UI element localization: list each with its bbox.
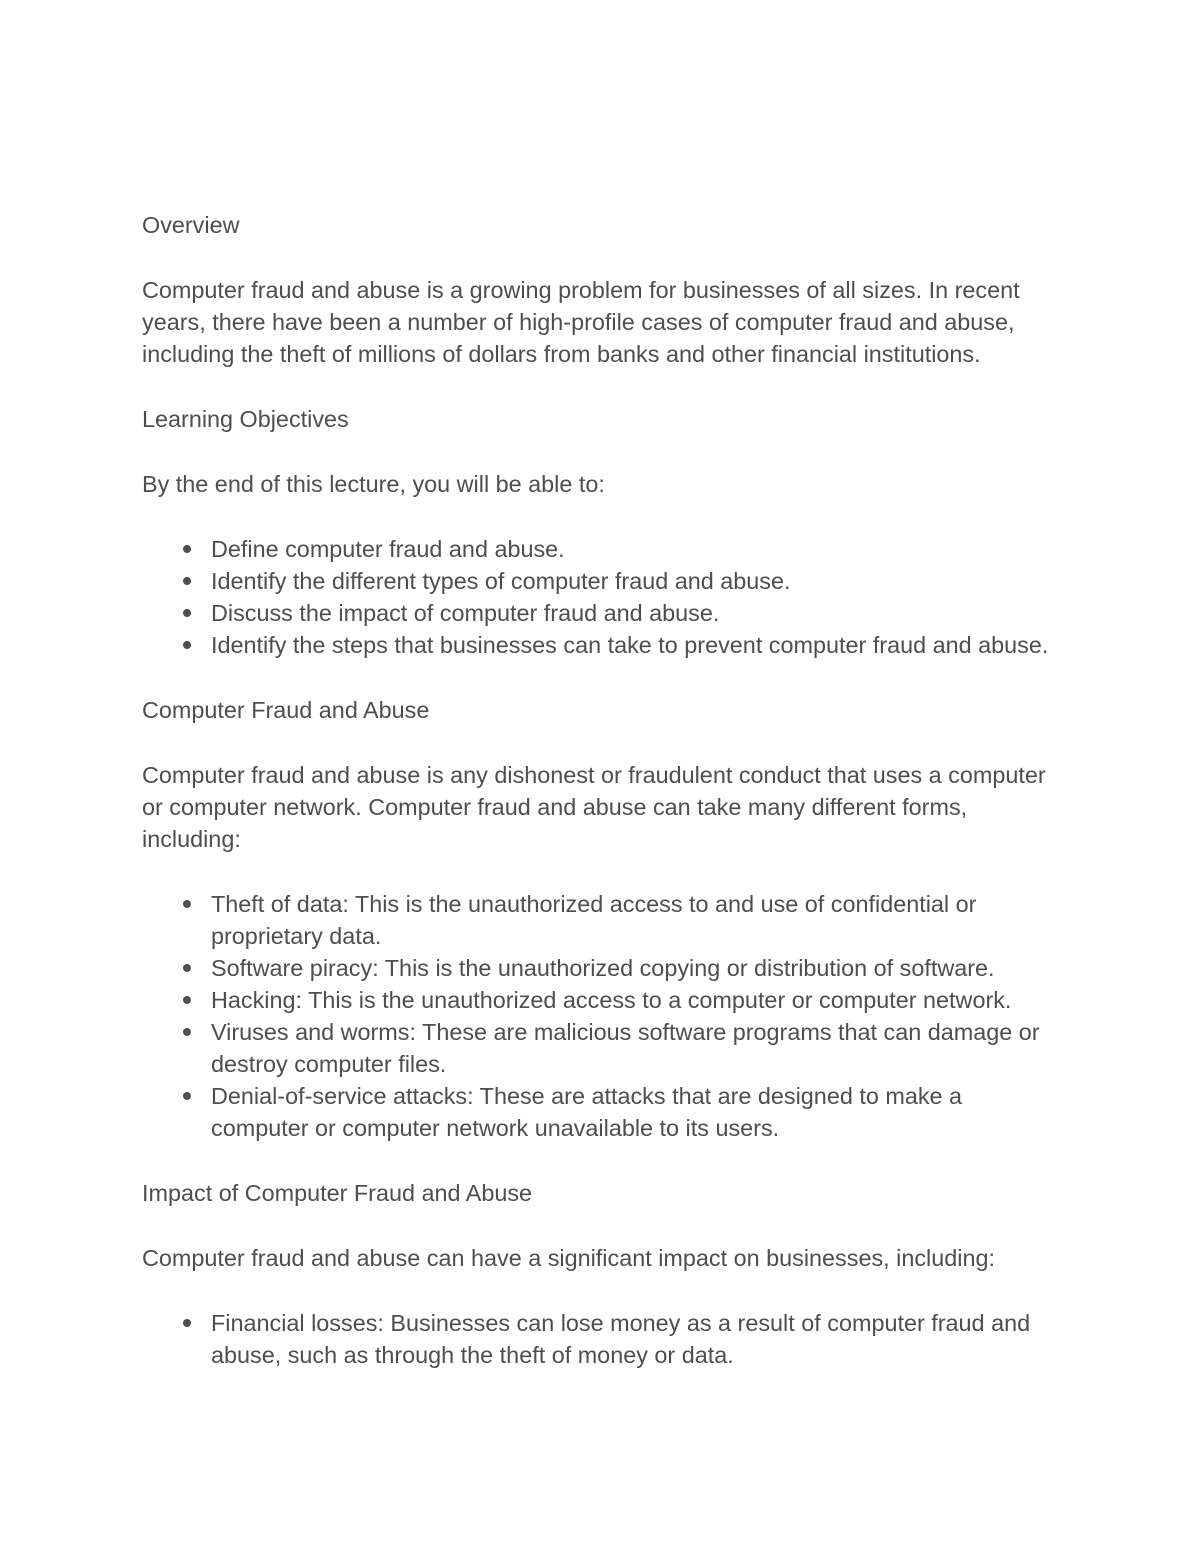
list-item: Identify the different types of computer fraud and abuse. [142,565,1120,597]
heading-learning-objectives: Learning Objectives [142,406,349,432]
list-item: Software piracy: This is the unauthorized copying or distribution of software. [142,952,1120,984]
list-item: Denial-of-service attacks: These are attacks that are designed to make a computer or computer network unavailable to its users. [142,1080,1120,1144]
list-item: Identify the steps that businesses can take to prevent computer fraud and abuse. [142,629,1120,661]
list-item: Financial losses: Businesses can lose money as a result of computer fraud and abuse, such as through the theft of money or data. [142,1307,1120,1371]
list-item: Discuss the impact of computer fraud and abuse. [142,597,1120,629]
list-item: Theft of data: This is the unauthorized access to and use of confidential or proprietary data. [142,888,1120,952]
heading-impact: Impact of Computer Fraud and Abuse [142,1180,533,1206]
impact-list [142,1307,1120,1371]
heading-computer-fraud-and-abuse: Computer Fraud and Abuse [142,697,430,723]
fraud-types-list [142,888,1120,1144]
list-item: Viruses and worms: These are malicious software programs that can damage or destroy computer files. [142,1016,1120,1080]
para-objectives-intro: By the end of this lecture, you will be able to: [142,471,605,497]
list-item: Define computer fraud and abuse. [142,533,1120,565]
learning-objectives-list [142,533,1120,661]
para-overview: Computer fraud and abuse is a growing problem for businesses of all sizes. In recent years, there have been a number of high-profile cases of computer fraud and abuse, including the theft of millions of dollars from banks and other financial institutions. [142,277,1020,367]
para-impact-intro: Computer fraud and abuse can have a significant impact on businesses, including: [142,1245,995,1271]
heading-overview: Overview [142,212,240,238]
list-item: Hacking: This is the unauthorized access to a computer or computer network. [142,984,1120,1016]
para-fraud-definition: Computer fraud and abuse is any dishonest or fraudulent conduct that uses a computer or computer network. Computer fraud and abuse can take many different forms, including: [142,762,1046,852]
